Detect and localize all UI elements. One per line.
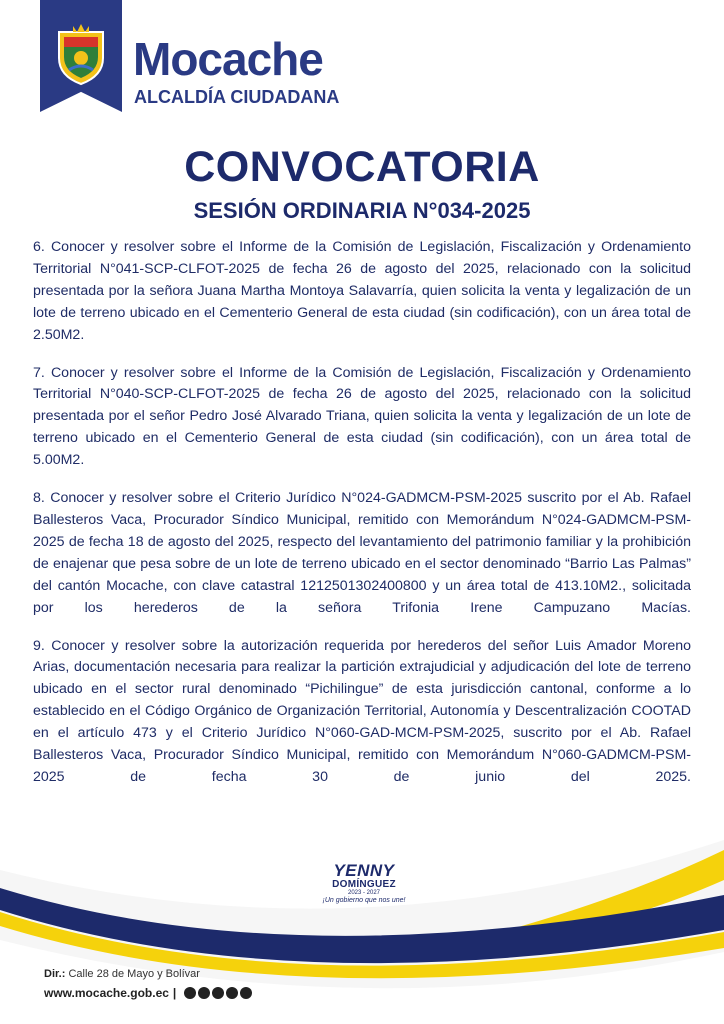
social-icons (184, 987, 252, 999)
address-line (44, 968, 200, 980)
facebook-icon[interactable] (184, 987, 196, 999)
document-subtitle: SESIÓN ORDINARIA N°034-2025 (193, 198, 531, 223)
address-value: Calle 28 de Mayo y Bolívar (68, 968, 200, 980)
logo-surname: DOMÍNGUEZ (332, 879, 396, 890)
website-line: www.mocache.gob.ec | (44, 986, 252, 1000)
agenda-item: 9. Conocer y resolver sobre la autorización requerida por herederos del señor Luis Amador Moreno Arias, documentación necesaria para realizar la partición extrajudicial y adjudicación del lote de terreno ubicado en el sector rural denominado “Pichilingue” de esta jurisdicción cantonal, conforme a lo establecido en el Código Orgánico de Organización Territorial, Autonomía y Descentralización COOTAD en el artículo 473 y el Criterio Jurídico N°060-GAD-MCM-PSM-2025, suscrito por el Ab. Rafael Ballesteros Vaca, Procurador Síndico Municipal, remitido con Memorándum N°060-GADMCM-PSM-2025 de fecha 30 de junio del 2025. (33, 637, 691, 785)
website-link[interactable]: www.mocache.gob.ec (44, 986, 169, 1000)
administration-logo (318, 862, 410, 906)
address-label: Dir.: (44, 968, 66, 980)
youtube-icon[interactable] (198, 987, 210, 999)
agenda-list (33, 237, 691, 805)
tiktok-icon[interactable] (240, 987, 252, 999)
document-title: CONVOCATORIA (184, 143, 540, 191)
logo-name: YENNY (333, 861, 395, 880)
brand-name: Mocache (133, 33, 323, 85)
coat-of-arms-icon (55, 24, 107, 86)
agenda-item: 7. Conocer y resolver sobre el Informe de la Comisión de Legislación, Fiscalización y Ordenamiento Territorial N°040-SCP-CLFOT-2025 de fecha 26 de agosto del 2025, relacionado con la solicitud presentada por el señor Pedro José Alvarado Triana, quien solicita la venta y legalización de un lote de terreno ubicado en el Cementerio General de esta ciudad (sin codificación), con un área total de 5.00M2. (33, 364, 691, 469)
twitter-icon[interactable] (212, 987, 224, 999)
brand-subtitle: ALCALDÍA CIUDADANA (134, 87, 340, 107)
logo-slogan: ¡Un gobierno que nos une! (322, 897, 406, 905)
logo-years: 2023 - 2027 (347, 890, 381, 896)
instagram-icon[interactable] (226, 987, 238, 999)
agenda-item: 8. Conocer y resolver sobre el Criterio Jurídico N°024-GADMCM-PSM-2025 suscrito por el Ab. Rafael Ballesteros Vaca, Procurador Síndico Municipal, remitido con Memorándum N°024-GADMCM-PSM-2025 de fecha 18 de agosto del 2025, respecto del levantamiento del patrimonio familiar y la prohibición de enajenar que pesa sobre de un lote de terreno ubicado en el sector denominado “Barrio Las Palmas” del cantón Mocache, con clave catastral 1212501302400800 y un área total de 413.10M2., solicitada por los herederos de la señora Trifonia Irene Campuzano Macías. (33, 490, 691, 616)
agenda-item: 6. Conocer y resolver sobre el Informe de la Comisión de Legislación, Fiscalización y Ordenamiento Territorial N°041-SCP-CLFOT-2025 de fecha 26 de agosto del 2025, relacionado con la solicitud presentada por la señora Juana Martha Montoya Salavarría, quien solicita la venta y legalización de un lote de terreno ubicado en el Cementerio General de esta ciudad (sin codificación), con un área total de 2.50M2. (33, 239, 691, 343)
